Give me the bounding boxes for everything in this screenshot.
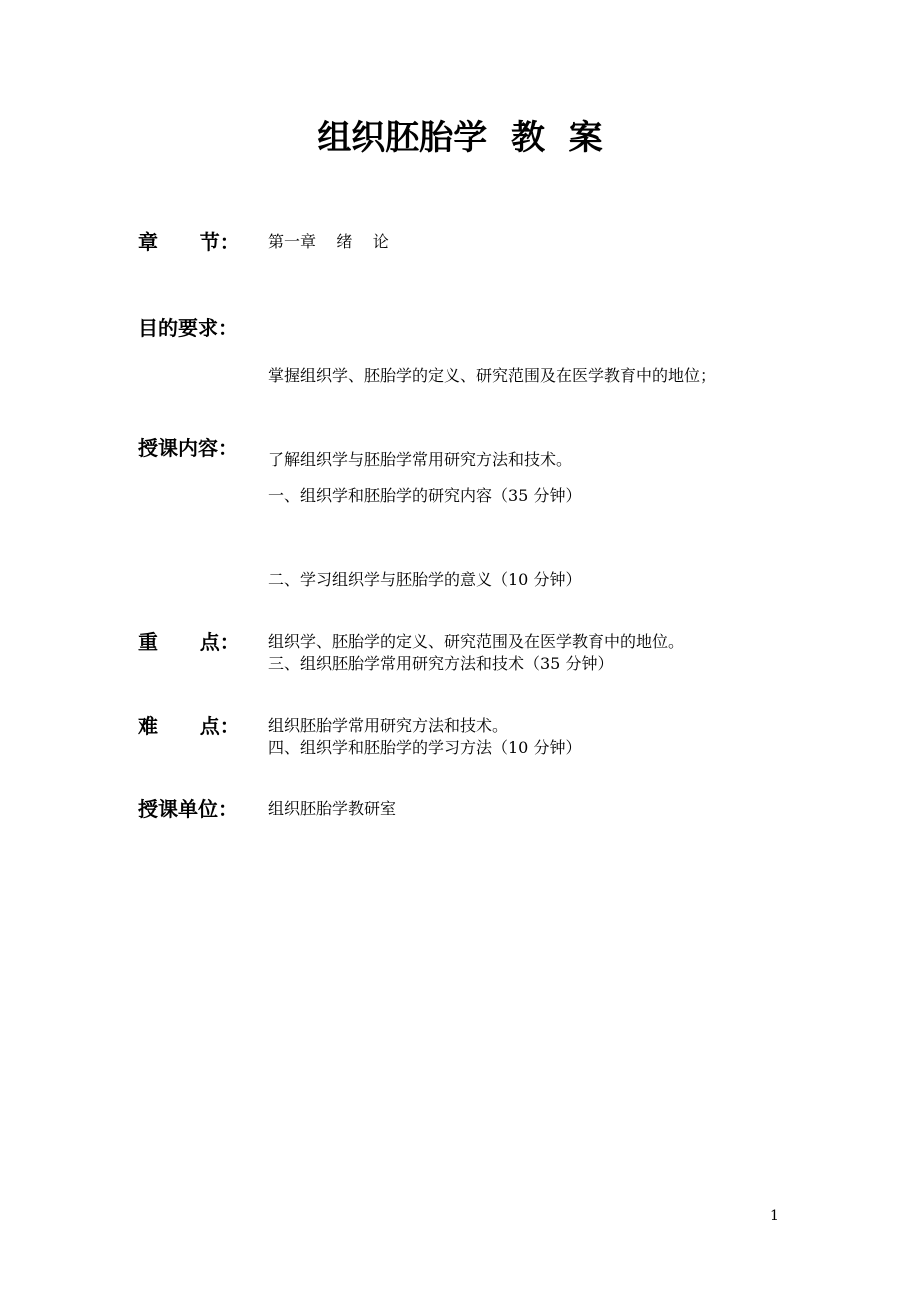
difficult-points-label: 难 点： [138,714,240,738]
unit-value: 组织胚胎学教研室 [268,799,397,818]
chapter-value: 第一章 绪 论 [268,232,389,251]
difficult-points-value: 组织胚胎学常用研究方法和技术。 [268,716,509,735]
objectives-label: 目的要求： [138,316,238,340]
content-line: 四、组织学和胚胎学的学习方法（10 分钟） [268,738,582,757]
content-list [268,436,613,820]
unit-label: 授课单位： [138,797,238,821]
key-points-value: 组织学、胚胎学的定义、研究范围及在医学教育中的地位。 [268,632,685,651]
content-line: 一、组织学和胚胎学的研究内容（35 分钟） [268,486,582,505]
chapter-label: 章 节： [138,230,240,254]
objectives-line: 掌握组织学、胚胎学的定义、研究范围及在医学教育中的地位； [268,366,717,385]
page-title: 组织胚胎学 教 案 [317,118,603,158]
content-label: 授课内容： [138,436,238,460]
content-line: 三、组织胚胎学常用研究方法和技术（35 分钟） [268,654,614,673]
key-points-label: 重 点： [138,630,240,654]
objectives-line: 了解组织学与胚胎学常用研究方法和技术。 [268,450,573,469]
content-line: 二、学习组织学与胚胎学的意义（10 分钟） [268,570,582,589]
page-number: 1 [770,1208,779,1224]
